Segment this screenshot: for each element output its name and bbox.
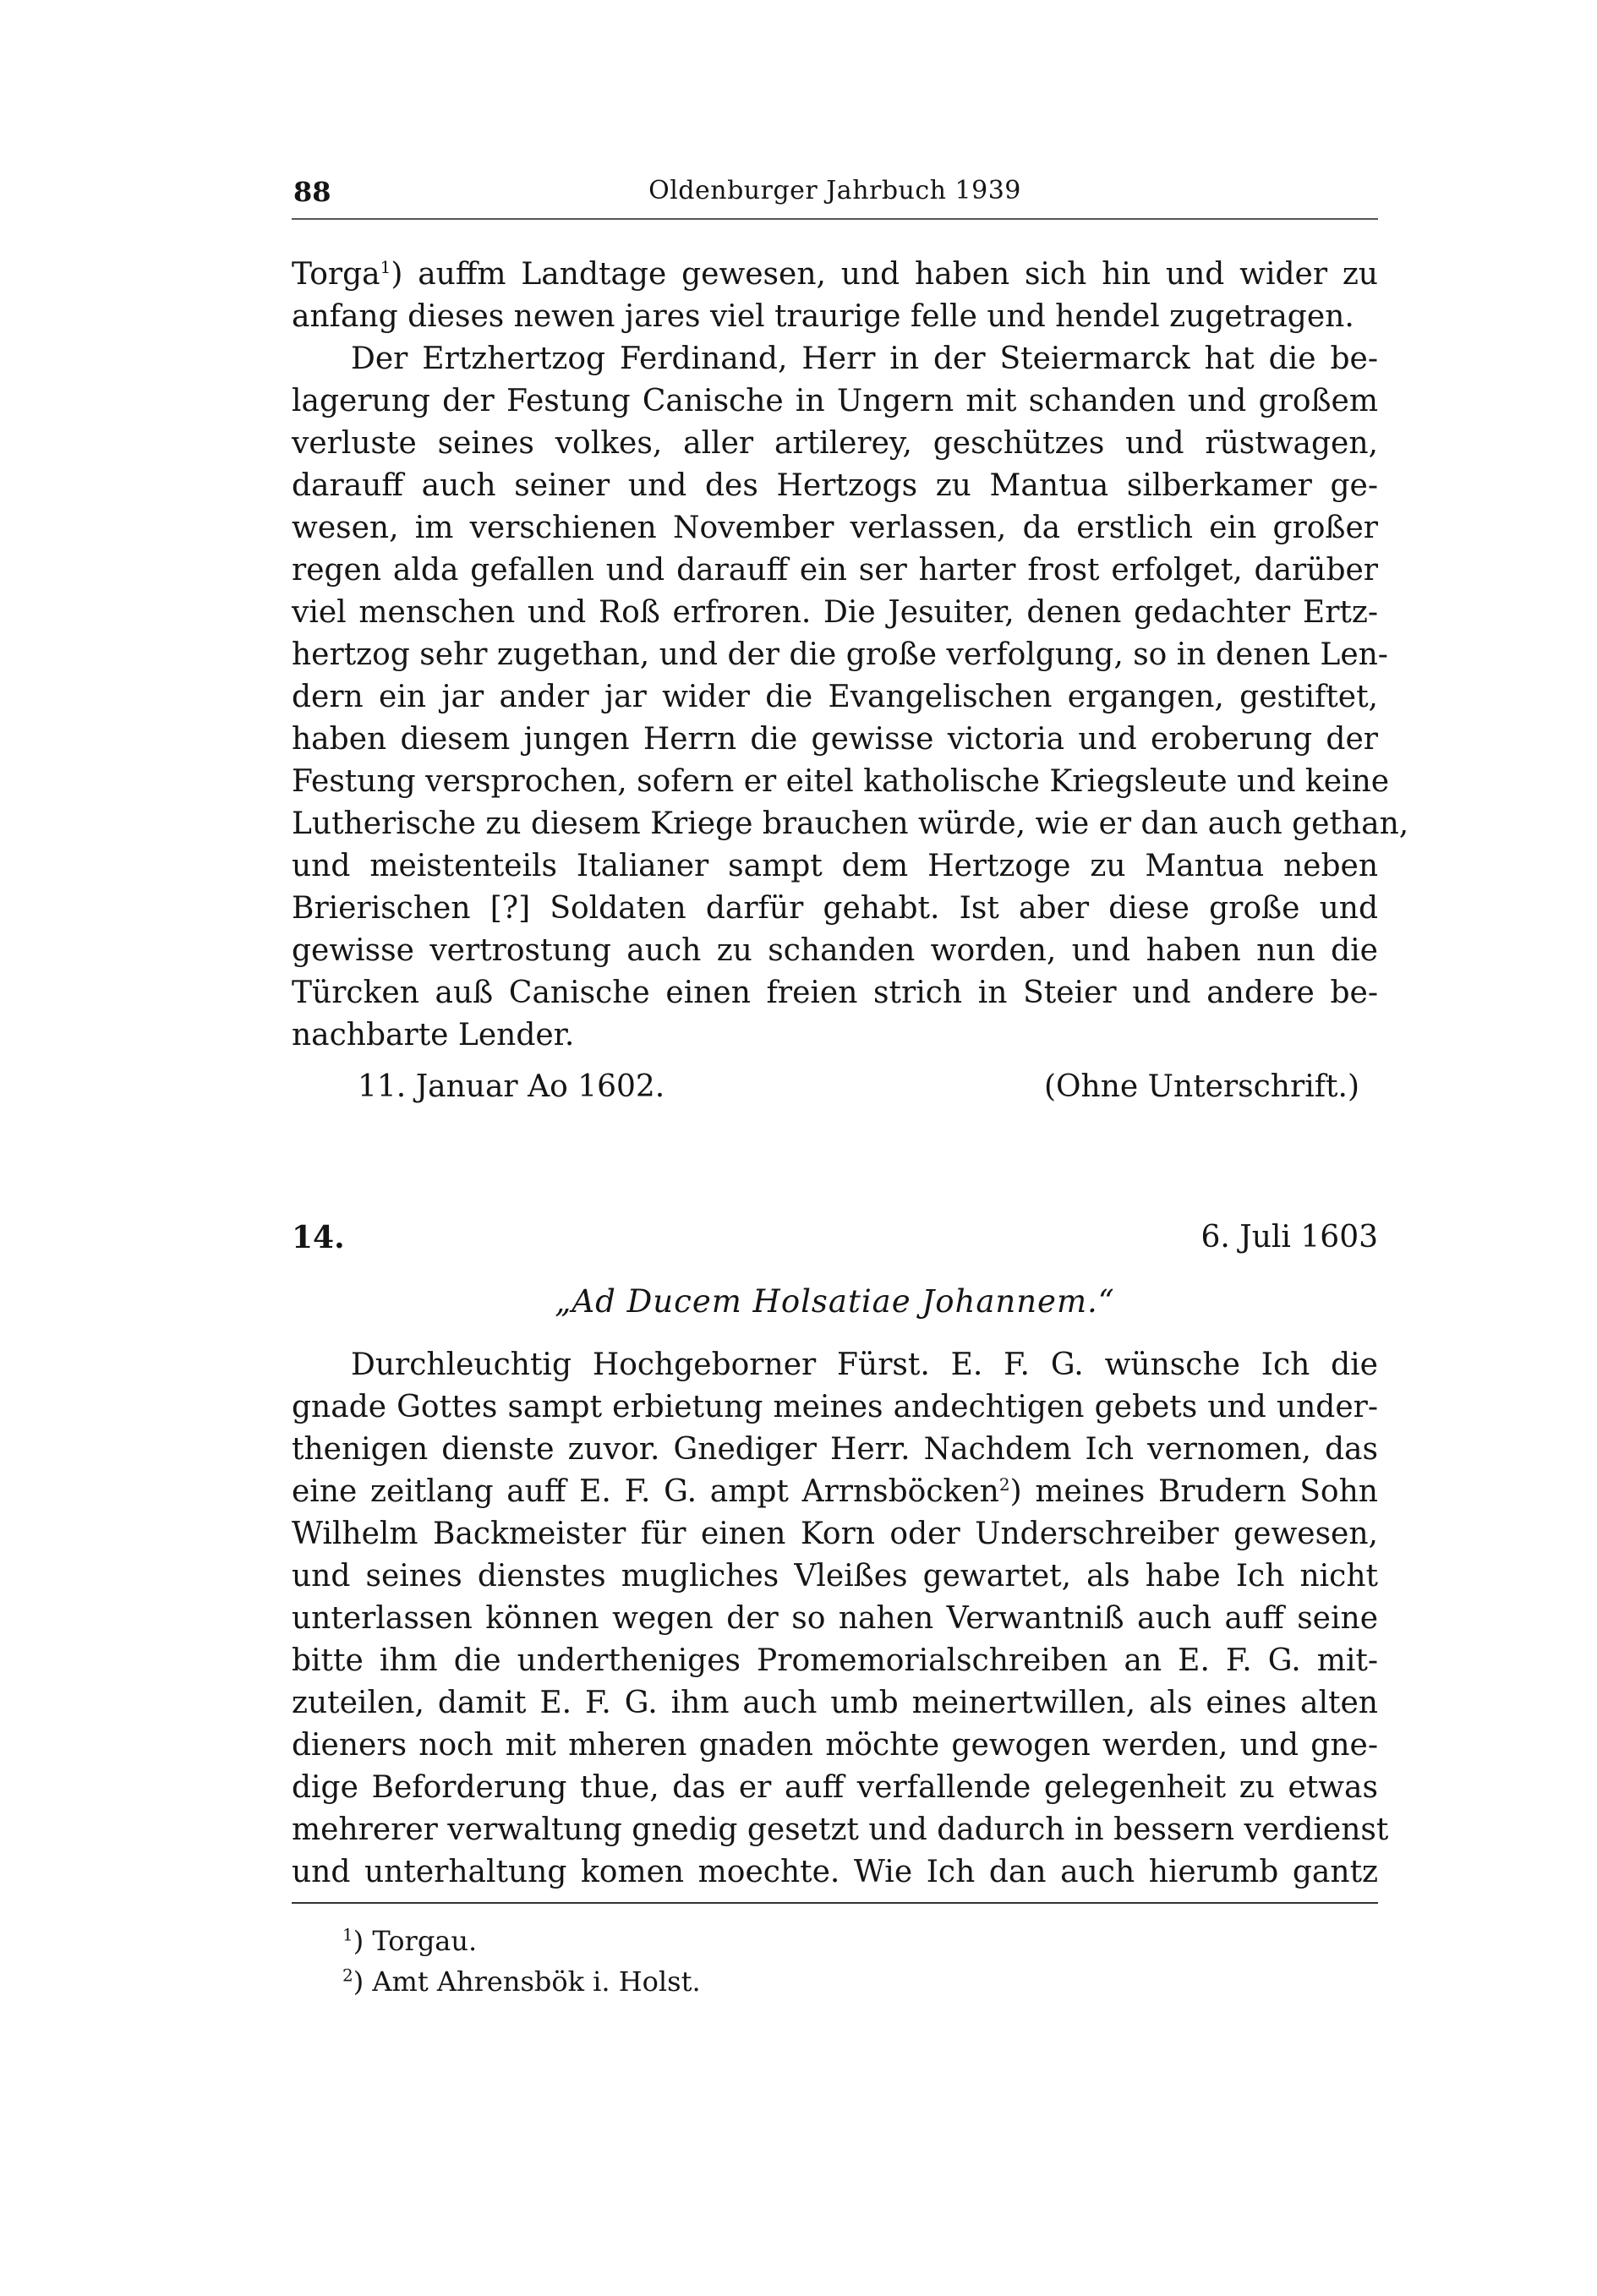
text-line: dern ein jar ander jar wider die Evangelischen ergangen, gestiftet, — [292, 680, 1378, 714]
text-line: wesen, im verschienen November verlassen, da erstlich ein großer — [292, 511, 1378, 545]
text-line: dieners noch mit mheren gnaden möchte gewogen werden, und gne- — [292, 1728, 1378, 1763]
text-line: haben diesem jungen Herrn die gewisse victoria und eroberung der — [292, 722, 1378, 757]
text-line: Wilhelm Backmeister für einen Korn oder Underschreiber gewesen, — [292, 1517, 1378, 1551]
text-line: viel menschen und Roß erfroren. Die Jesuiter, denen gedachter Ertz- — [292, 595, 1378, 630]
running-title: Oldenburger Jahrbuch 1939 — [648, 176, 1021, 205]
footnote-2: $^2$) Amt Ahrensbök i. Holst. — [342, 1965, 701, 1998]
letter14-text — [292, 1344, 1389, 1894]
section1-text — [292, 254, 1409, 1057]
text-line: dige Beforderung thue, das er auff verfallende gelegenheit zu etwas — [292, 1770, 1378, 1805]
text-line: Torga$^1$) auffm Landtage gewesen, und haben sich hin und wider zu — [292, 257, 1378, 292]
footnotes — [342, 1921, 701, 2002]
footnote-marker: 1 — [380, 257, 391, 277]
text-line: unterlassen können wegen der so nahen Verwantniß auch auff seine — [292, 1601, 1378, 1636]
footnote-marker: 2 — [998, 1474, 1010, 1495]
text-line: verluste seines volkes, aller artilerey, geschützes und rüstwagen, — [292, 426, 1378, 461]
footnote-mark: 2 — [342, 1965, 353, 1986]
header-rule — [292, 218, 1378, 220]
document-page — [292, 0, 1409, 2296]
text-line: nachbarte Lender. — [292, 1018, 575, 1052]
footnote-rule — [292, 1902, 1378, 1904]
running-header — [292, 176, 1378, 213]
text-line: thenigen dienste zuvor. Gnediger Herr. Nachdem Ich vernomen, das — [292, 1432, 1378, 1467]
text-line: regen alda gefallen und darauff ein ser harter frost erfolget, darüber — [292, 553, 1378, 588]
text-line: gnade Gottes sampt erbietung meines andechtigen gebets und under- — [292, 1390, 1378, 1424]
text-line: eine zeitlang auff E. F. G. ampt Arrnsböcken$^2$) meines Brudern Sohn — [292, 1474, 1378, 1509]
text-line: anfang dieses newen jares viel traurige felle und hendel zugetragen. — [292, 299, 1354, 334]
text-line: zuteilen, damit E. F. G. ihm auch umb meinertwillen, als eines alten — [292, 1686, 1378, 1720]
text-line: mehrerer verwaltung gnedig gesetzt und dadurch in bessern verdienst — [292, 1812, 1389, 1847]
letter-date: 6. Juli 1603 — [1200, 1220, 1378, 1255]
text-line: und meistenteils Italianer sampt dem Hertzoge zu Mantua neben — [292, 849, 1378, 883]
text-line: bitte ihm die undertheniges Promemorialschreiben an E. F. G. mit- — [292, 1643, 1378, 1678]
letter-number: 14. — [292, 1220, 345, 1255]
text-line: Durchleuchtig Hochgeborner Fürst. E. F. G. wünsche Ich die — [351, 1348, 1378, 1382]
footnote-1: $^1$) Torgau. — [342, 1924, 478, 1957]
text-line: gewisse vertrostung auch zu schanden worden, und haben nun die — [292, 933, 1378, 968]
text-line: hertzog sehr zugethan, und der die große verfolgung, so in denen Len- — [292, 637, 1388, 672]
signature-note: (Ohne Unterschrift.) — [1043, 1069, 1359, 1104]
letter-address: „Ad Ducem Holsatiae Johannem.“ — [555, 1283, 1115, 1320]
text-line: Der Ertzhertzog Ferdinand, Herr in der Steiermarck hat die be- — [351, 342, 1378, 376]
text-line: Brierischen [?] Soldaten darfür gehabt. Ist aber diese große und — [292, 891, 1378, 926]
page-number: 88 — [293, 176, 331, 208]
letter-date-1602: 11. Januar Ao 1602. — [358, 1069, 665, 1104]
footnote-mark: 1 — [342, 1924, 353, 1945]
text-line: und seines dienstes mugliches Vleißes gewartet, als habe Ich nicht — [292, 1559, 1378, 1594]
text-line: und unterhaltung komen moechte. Wie Ich dan auch hierumb gantz — [292, 1855, 1378, 1889]
text-line: Lutherische zu diesem Kriege brauchen würde, wie er dan auch gethan, — [292, 806, 1409, 841]
text-line: Festung versprochen, sofern er eitel katholische Kriegsleute und keine — [292, 764, 1390, 799]
text-line: Türcken auß Canische einen freien strich in Steier und andere be- — [292, 976, 1378, 1010]
text-line: darauff auch seiner und des Hertzogs zu Mantua silberkamer ge- — [292, 468, 1378, 503]
text-line: lagerung der Festung Canische in Ungern mit schanden und großem — [292, 384, 1378, 418]
